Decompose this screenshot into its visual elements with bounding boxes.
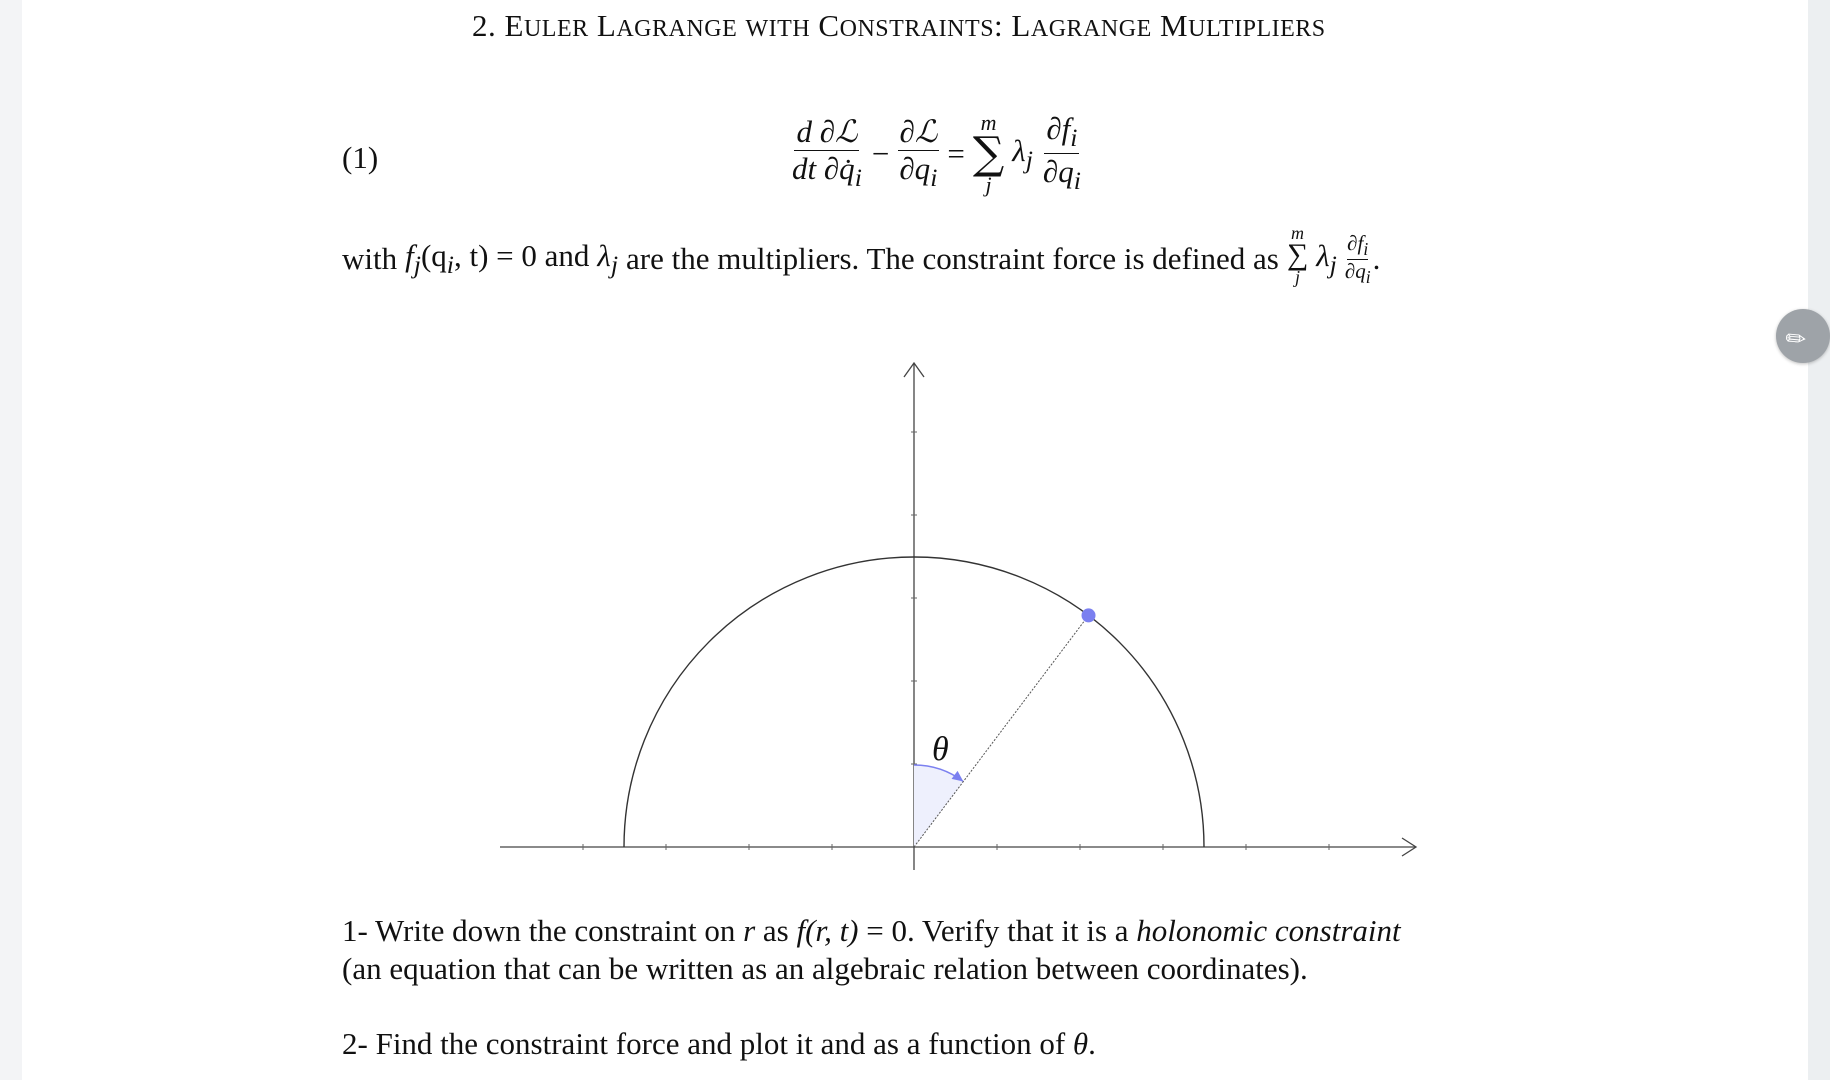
euler-lagrange-equation [790, 112, 1083, 196]
inline-summation: m ∑ j [1286, 223, 1309, 287]
equation-number: (1) [342, 140, 379, 175]
section-number: 2. [472, 8, 497, 43]
theta-label: θ [932, 731, 949, 768]
inline-frac: $\frac{\partial f_i}{\partial q_i}$ [1344, 231, 1371, 287]
semicircle-diagram [480, 350, 1440, 880]
constraint-function: $f_j(q_i$, t) = 0 and [405, 237, 590, 280]
summation: m ∑ j [972, 110, 1005, 197]
frac-constraint-gradient: $\frac{\partial f_i}{\partial q_i}$ [1042, 111, 1081, 196]
lambda-j-inline: $\lambda_j$ [597, 237, 619, 280]
question-2: 2- Find the constraint force and plot it and as a function of θ. [342, 1026, 1096, 1061]
inline-lambda: $\lambda_j$ [1316, 237, 1337, 280]
multipliers-description: with $f_j(q_i$, t) = 0 and $\lambda_j$ are the multipliers. The constraint force is defined as m ∑ j $\lambda_j$ $\frac{\partial f_i}{\partial q_i}$ . [342, 223, 1381, 287]
equals-sign: = [947, 135, 965, 171]
frac-time-derivative: $\frac{\text{d ∂ℒ}}{dt \partial q̇_i}$ [792, 113, 862, 193]
section-title-text: EULER LAGRANGE WITH CONSTRAINTS: LAGRANGE MULTIPLIERS [504, 8, 1326, 43]
particle-dot [1082, 608, 1096, 622]
minus-sign: − [871, 135, 890, 171]
question-1: 1- Write down the constraint on r as f(r, t) = 0. Verify that it is a holonomic constraint (an equation that can be written as an algebraic relation between coordinates). [342, 913, 1401, 986]
edit-pencil-button[interactable] [1776, 309, 1830, 363]
lambda-j: $\lambda_j$ [1012, 132, 1033, 174]
section-title [472, 8, 1326, 44]
frac-partial-l: $\frac{\text{∂ℒ}}{\partial q_i}$ [899, 113, 938, 193]
pencil-icon: ✎ [1779, 321, 1813, 357]
left-gutter [0, 0, 23, 1080]
